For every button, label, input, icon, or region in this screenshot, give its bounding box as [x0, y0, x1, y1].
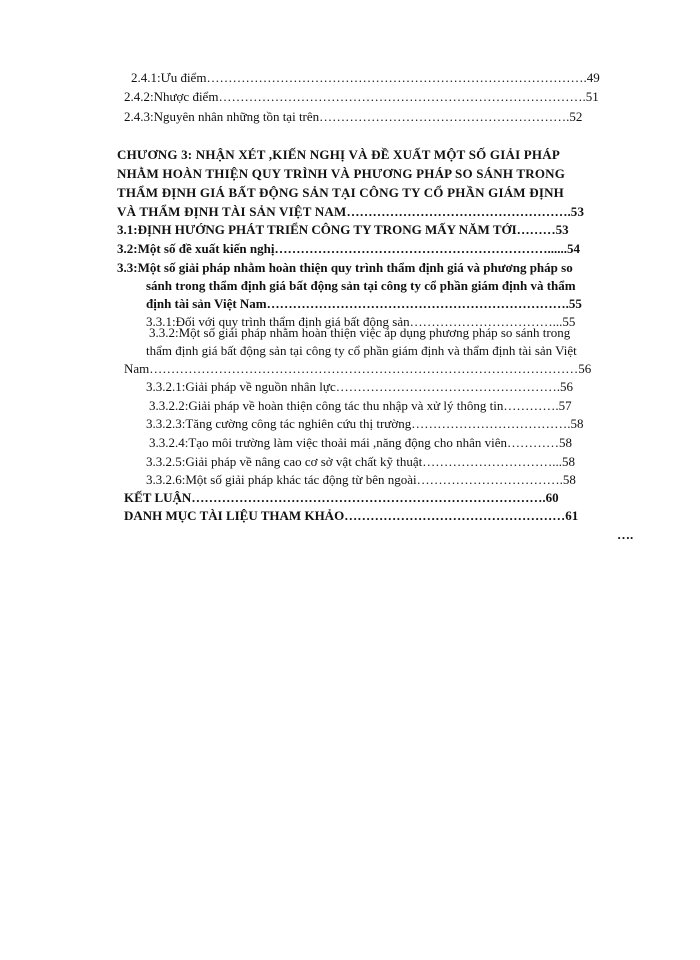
toc-leader-dots: ……………………………. — [416, 472, 563, 487]
toc-entry-3-3-line-2: sánh trong thẩm định giá bất động sản tại công ty cổ phần giám định và thẩm — [146, 278, 576, 293]
toc-trailing-ellipsis: …. — [617, 527, 634, 542]
toc-entry-references — [124, 507, 578, 525]
toc-entry-3-3-line-3 — [146, 295, 582, 313]
toc-page-number: 58 — [562, 472, 576, 487]
toc-entry-label: 3.3.2.4:Tạo môi trường làm việc thoải mái ,năng động cho nhân viên — [149, 435, 507, 450]
toc-entry-label: 3.3.2.2:Giải pháp về hoàn thiện công tác thu nhập và xử lý thông tin — [149, 398, 504, 413]
toc-entry-3-3-2-6 — [146, 471, 576, 489]
toc-entry-3-3-2-4 — [149, 434, 572, 452]
toc-entry-3-2 — [117, 240, 580, 258]
toc-entry-3-3-line-1: 3.3:Một số giải pháp nhằm hoàn thiện quy trình thẩm định giá và phương pháp so — [117, 260, 573, 275]
toc-page-number: 55 — [562, 314, 576, 329]
toc-leader-dots: ……… — [516, 222, 556, 237]
toc-leader-dots: ………………………………. — [411, 416, 571, 431]
toc-entry-label: 3.3.2.5:Giải pháp về nâng cao cơ sở vật chất kỹ thuật — [146, 454, 423, 469]
chapter-3-line-4 — [117, 202, 637, 221]
toc-page-number: 57 — [558, 398, 572, 413]
toc-entry-label: định tài sản Việt Nam — [146, 296, 267, 311]
toc-page-number: 58 — [570, 416, 584, 431]
toc-page-number: 58 — [558, 435, 572, 450]
toc-leader-dots: …………………………………………………. — [319, 109, 570, 124]
toc-leader-dots: ………………………………………………………………………. — [191, 490, 546, 505]
toc-entry-3-1 — [117, 221, 569, 239]
toc-page-number: 56 — [559, 379, 573, 394]
toc-page-number: 60 — [545, 490, 559, 505]
toc-entry-label: 3.3.2.3:Tăng cường công tác nghiên cứu thị trường — [146, 416, 412, 431]
toc-page-number: 53 — [555, 222, 569, 237]
toc-entry-conclusion — [124, 489, 559, 507]
toc-leader-dots: ……………………………... — [409, 314, 563, 329]
toc-leader-dots: ……………………………………………………………………………. — [206, 70, 587, 85]
toc-leader-dots: …………………………... — [422, 454, 562, 469]
toc-leader-dots: ……………………………………………………………………………………… — [149, 361, 579, 376]
toc-page-number: 54 — [566, 241, 580, 256]
toc-page-number: 51 — [585, 89, 599, 104]
chapter-3-heading — [117, 145, 637, 221]
toc-entry-3-3-2-5 — [146, 453, 575, 471]
toc-leader-dots: ……………………………………………. — [346, 204, 571, 219]
toc-entry-3-3-2-line-2: thẩm định giá bất động sản tại công ty cổ phần giám định và thẩm định tài sản Việt — [146, 343, 577, 358]
toc-page-number: 58 — [561, 454, 575, 469]
toc-entry-label: 2.4.1:Ưu điểm — [131, 70, 207, 85]
toc-page-number: 49 — [586, 70, 600, 85]
toc-entry-3-3-2-3 — [146, 415, 583, 433]
chapter-3-line-1: CHƯƠNG 3: NHẬN XÉT ,KIẾN NGHỊ VÀ ĐỀ XUẤT MỘT SỐ GIẢI PHÁP — [117, 147, 560, 162]
toc-entry-3-3-2-1 — [146, 378, 573, 396]
toc-entry-2-4-3 — [124, 108, 582, 126]
chapter-3-line-3: THẨM ĐỊNH GIÁ BẤT ĐỘNG SẢN TẠI CÔNG TY CỔ PHẦN GIÁM ĐỊNH — [117, 185, 564, 200]
toc-page-number: 56 — [578, 361, 592, 376]
toc-entry-2-4-1 — [131, 69, 600, 87]
toc-entry-label: 3.3.1:Đối với quy trình thẩm định giá bất động sản — [146, 314, 410, 329]
toc-entry-label: 3.3.2.1:Giải pháp về nguồn nhân lực — [146, 379, 336, 394]
toc-entry-label: 3.3.2.6:Một số giải pháp khác tác động từ bên ngoài — [146, 472, 417, 487]
toc-page-number: 52 — [569, 109, 583, 124]
toc-leader-dots: ……………………………………………. — [335, 379, 560, 394]
toc-entry-3-3-2-2 — [149, 397, 572, 415]
toc-entry-label: VÀ THẨM ĐỊNH TÀI SẢN VIỆT NAM — [117, 204, 347, 219]
toc-entry-2-4-2 — [124, 88, 599, 106]
toc-leader-dots: ……………………………………………………………. — [266, 296, 569, 311]
toc-page-number: 61 — [565, 508, 579, 523]
toc-entry-label: 3.1:ĐỊNH HƯỚNG PHÁT TRIỂN CÔNG TY TRONG MẤY NĂM TỚI — [117, 222, 517, 237]
toc-leader-dots: ………………………………………………………...... — [274, 241, 567, 256]
toc-entry-3-3-2-line-1: 3.3.2:Một số giải pháp nhằm hoàn thiện việc áp dụng phương pháp so sánh trong — [149, 325, 571, 340]
toc-entry-label: 2.4.3:Nguyên nhân những tồn tại trên — [124, 109, 320, 124]
toc-leader-dots: ………… — [506, 435, 559, 450]
toc-page-number: 53 — [570, 204, 585, 219]
toc-leader-dots: …………. — [503, 398, 559, 413]
toc-page-number: 55 — [568, 296, 582, 311]
toc-entry-label: KẾT LUẬN — [124, 490, 192, 505]
chapter-3-line-2: NHẰM HOÀN THIỆN QUY TRÌNH VÀ PHƯƠNG PHÁP SO SÁNH TRONG — [117, 166, 566, 181]
toc-entry-label: 2.4.2:Nhược điểm — [124, 89, 219, 104]
toc-leader-dots: …………………………………………… — [344, 508, 566, 523]
toc-entry-3-3-2-line-3 — [124, 360, 591, 378]
toc-leader-dots: …………………………………………………………………………. — [218, 89, 586, 104]
toc-entry-label: 3.2:Một số đề xuất kiến nghị — [117, 241, 275, 256]
toc-entry-label: Nam — [124, 361, 150, 376]
toc-entry-label: DANH MỤC TÀI LIỆU THAM KHẢO — [124, 508, 345, 523]
